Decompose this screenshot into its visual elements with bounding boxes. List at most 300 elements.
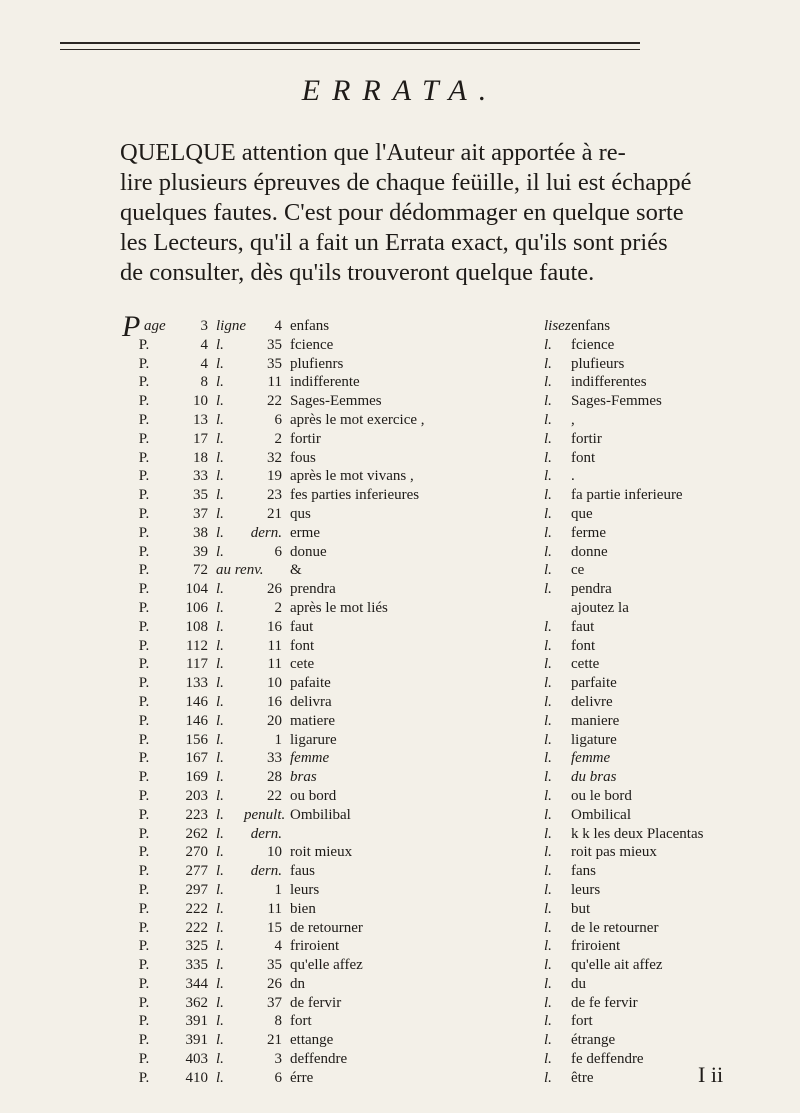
row-correction-text: Sages-Femmes (571, 393, 662, 410)
row-line-number: 21 (267, 1032, 282, 1049)
row-page-prefix: P. (138, 787, 150, 804)
row-line-label: l. (216, 712, 224, 729)
row-line-label: l. (216, 731, 224, 748)
row-read-label: l. (544, 769, 552, 786)
read-label: lisez (544, 318, 571, 334)
errata-row (126, 844, 786, 863)
row-page-number: 344 (185, 975, 208, 992)
row-page-number: 222 (185, 900, 208, 917)
row-line-number: 20 (267, 712, 282, 729)
row-line-label: l. (216, 900, 224, 917)
errata-row (126, 807, 786, 826)
errata-row (126, 957, 786, 976)
row-read-label: l. (544, 975, 552, 992)
row-line-number: 6 (274, 543, 282, 560)
row-erroneous-text: font (290, 637, 315, 654)
row-correction-text: but (571, 900, 591, 917)
row-page-number: 391 (185, 1032, 208, 1049)
row-page-number: 335 (185, 957, 208, 974)
row-line-label: l. (216, 336, 224, 353)
row-page-number: 391 (185, 1013, 208, 1030)
errata-row (126, 826, 786, 845)
errata-row (126, 544, 786, 563)
page-number: 3 (200, 318, 208, 334)
row-erroneous-text: donue (290, 543, 327, 560)
row-line-number: 22 (267, 393, 282, 410)
row-read-label: l. (544, 825, 552, 842)
row-read-label: l. (544, 562, 552, 579)
row-page-prefix: P. (138, 656, 150, 673)
errata-row (126, 356, 786, 375)
line-number: 4 (274, 318, 282, 334)
row-page-number: 277 (185, 863, 208, 880)
row-page-prefix: P. (138, 919, 150, 936)
row-read-label: l. (544, 712, 552, 729)
row-erroneous-text: indifferente (290, 374, 360, 391)
row-line-label: l. (216, 1013, 224, 1030)
row-correction-text: fans (571, 863, 596, 880)
row-erroneous-text: érre (290, 1069, 314, 1086)
row-page-prefix: P. (138, 712, 150, 729)
errata-row (126, 920, 786, 939)
row-line-label: l. (216, 393, 224, 410)
row-read-label: l. (544, 881, 552, 898)
row-page-prefix: P. (138, 806, 150, 823)
row-read-label: l. (544, 750, 552, 767)
row-line-number: 11 (267, 374, 282, 391)
row-erroneous-text: fes parties inferieures (290, 487, 420, 504)
row-page-number: 33 (193, 468, 208, 485)
row-page-prefix: P. (138, 524, 150, 541)
row-correction-text: du bras (571, 769, 617, 786)
row-read-label: l. (544, 957, 552, 974)
intro-line: les Lecteurs, qu'il a fait un Errata exact, qu'ils sont priés (120, 229, 668, 256)
signature-mark: I ii (698, 1062, 724, 1087)
row-page-number: 223 (185, 806, 208, 823)
row-page-number: 297 (185, 881, 208, 898)
row-line-number: 16 (267, 693, 282, 710)
row-page-number: 156 (185, 731, 208, 748)
row-read-label: l. (544, 618, 552, 635)
row-line-number: 1 (274, 731, 282, 748)
row-line-label: l. (216, 938, 224, 955)
row-line-label: l. (216, 411, 224, 428)
row-page-prefix: P. (138, 355, 150, 372)
errata-row (126, 694, 786, 713)
errata-row (126, 337, 786, 356)
row-correction-text: étrange (571, 1032, 616, 1049)
row-line-label: l. (216, 505, 224, 522)
row-line-number: 22 (267, 787, 282, 804)
row-correction-text: delivre (571, 693, 613, 710)
row-page-prefix: P. (138, 487, 150, 504)
row-line-label: l. (216, 919, 224, 936)
row-read-label: l. (544, 430, 552, 447)
row-line-label: l. (216, 863, 224, 880)
row-page-number: 146 (185, 712, 208, 729)
row-erroneous-text: après le mot liés (290, 599, 388, 616)
errata-row (126, 393, 786, 412)
row-correction-text: ferme (571, 524, 606, 541)
row-page-number: 17 (193, 430, 208, 447)
row-line-label: l. (216, 787, 224, 804)
row-correction-text: maniere (571, 712, 620, 729)
errata-row (126, 732, 786, 751)
row-erroneous-text: plufienrs (290, 355, 344, 372)
erroneous-text: enfans (290, 318, 330, 334)
row-correction-text: de fe fervir (571, 994, 638, 1011)
intro-line: lire plusieurs épreuves de chaque feüille, il lui est échappé (120, 169, 692, 196)
row-page-prefix: P. (138, 769, 150, 786)
row-line-label: l. (216, 430, 224, 447)
row-line-label: l. (216, 693, 224, 710)
page-initial: P (122, 310, 141, 343)
row-line-label: l. (216, 806, 224, 823)
row-erroneous-text: ou bord (290, 787, 337, 804)
row-correction-text: fe deffendre (571, 1051, 644, 1068)
row-erroneous-text: prendra (290, 581, 336, 598)
row-correction-text: font (571, 637, 596, 654)
row-line-number: 26 (267, 581, 282, 598)
errata-row (126, 525, 786, 544)
row-page-prefix: P. (138, 675, 150, 692)
row-line-label: l. (216, 750, 224, 767)
intro-line: de consulter, dès qu'ils trouveront quelque faute. (120, 259, 595, 286)
row-correction-text: ajoutez la (571, 599, 629, 616)
row-correction-text: donne (571, 543, 608, 560)
row-line-label: l. (216, 957, 224, 974)
errata-row (126, 769, 786, 788)
row-erroneous-text: fcience (290, 336, 334, 353)
row-read-label: l. (544, 656, 552, 673)
row-line-number: 6 (274, 1069, 282, 1086)
row-page-prefix: P. (138, 1069, 150, 1086)
row-page-prefix: P. (138, 599, 150, 616)
row-line-number: 28 (267, 769, 282, 786)
row-read-label: l. (544, 468, 552, 485)
errata-row (126, 600, 786, 619)
row-page-prefix: P. (138, 449, 150, 466)
errata-row (126, 487, 786, 506)
line-label: ligne (216, 318, 246, 334)
row-correction-text: roit pas mieux (571, 844, 657, 861)
row-line-number: 1 (274, 881, 282, 898)
row-page-prefix: P. (138, 374, 150, 391)
row-line-label: l. (216, 1051, 224, 1068)
intro-line: QUELQUE attention que l'Auteur ait apportée à re- (120, 139, 626, 166)
errata-row (126, 619, 786, 638)
row-read-label: l. (544, 487, 552, 504)
row-page-prefix: P. (138, 844, 150, 861)
row-line-label: l. (216, 468, 224, 485)
row-line-number: 11 (267, 656, 282, 673)
row-line-label: l. (216, 994, 224, 1011)
row-read-label: l. (544, 844, 552, 861)
page-title: ERRATA. (301, 74, 499, 107)
row-line-number: 2 (274, 599, 282, 616)
row-line-number: 15 (267, 919, 282, 936)
errata-row (126, 713, 786, 732)
errata-row (126, 901, 786, 920)
row-page-number: 146 (185, 693, 208, 710)
row-erroneous-text: matiere (290, 712, 335, 729)
row-page-prefix: P. (138, 750, 150, 767)
row-page-number: 104 (185, 581, 208, 598)
row-line-number: 35 (267, 355, 282, 372)
row-read-label: l. (544, 731, 552, 748)
row-page-prefix: P. (138, 863, 150, 880)
row-read-label: l. (544, 543, 552, 560)
row-correction-text: fcience (571, 336, 615, 353)
row-page-prefix: P. (138, 975, 150, 992)
row-line-label: l. (216, 543, 224, 560)
row-page-number: 8 (200, 374, 208, 391)
row-read-label: l. (544, 1013, 552, 1030)
row-read-label: l. (544, 505, 552, 522)
row-page-number: 169 (185, 769, 208, 786)
row-correction-text: parfaite (571, 675, 617, 692)
row-erroneous-text: fous (290, 449, 316, 466)
row-correction-text: . (571, 468, 575, 485)
row-line-label: l. (216, 1069, 224, 1086)
row-line-label: l. (216, 449, 224, 466)
row-page-prefix: P. (138, 731, 150, 748)
row-read-label: l. (544, 374, 552, 391)
row-line-number: 33 (267, 750, 282, 767)
row-correction-text: friroient (571, 938, 621, 955)
row-page-prefix: P. (138, 825, 150, 842)
errata-row (126, 1013, 786, 1032)
row-page-prefix: P. (138, 1032, 150, 1049)
errata-row (126, 863, 786, 882)
row-line-number: dern. (250, 863, 282, 880)
errata-header-row (122, 310, 786, 343)
errata-row (126, 468, 786, 487)
row-read-label: l. (544, 393, 552, 410)
errata-row (126, 431, 786, 450)
row-read-label: l. (544, 449, 552, 466)
row-page-number: 35 (193, 487, 208, 504)
errata-row (126, 506, 786, 525)
row-page-number: 167 (185, 750, 208, 767)
row-page-number: 325 (185, 938, 208, 955)
row-read-label: l. (544, 1032, 552, 1049)
errata-row (126, 1070, 786, 1089)
row-read-label: l. (544, 336, 552, 353)
row-line-number: 35 (267, 336, 282, 353)
row-page-number: 106 (185, 599, 208, 616)
row-erroneous-text: faut (290, 618, 314, 635)
row-line-number: 8 (274, 1013, 282, 1030)
errata-row (126, 1032, 786, 1051)
row-read-label: l. (544, 806, 552, 823)
row-line-label: l. (216, 1032, 224, 1049)
row-correction-text: k k les deux Placentas (571, 825, 704, 842)
top-rule (60, 42, 640, 50)
row-erroneous-text: ettange (290, 1032, 334, 1049)
row-line-number: au renv. (216, 562, 264, 579)
row-read-label: l. (544, 938, 552, 955)
row-line-label: l. (216, 599, 224, 616)
row-page-prefix: P. (138, 693, 150, 710)
row-erroneous-text: Ombilibal (290, 806, 351, 823)
row-line-label: l. (216, 637, 224, 654)
errata-row (126, 788, 786, 807)
row-erroneous-text: & (290, 562, 302, 579)
row-correction-text: , (571, 411, 575, 428)
row-erroneous-text: après le mot exercice , (290, 411, 425, 428)
errata-row (126, 562, 786, 581)
row-erroneous-text: fortir (290, 430, 321, 447)
row-read-label: l. (544, 787, 552, 804)
errata-row (126, 581, 786, 600)
row-page-prefix: P. (138, 336, 150, 353)
row-erroneous-text: bras (290, 769, 317, 786)
correct-text: enfans (571, 318, 611, 334)
row-line-label: l. (216, 355, 224, 372)
row-line-number: 11 (267, 900, 282, 917)
row-line-label: l. (216, 581, 224, 598)
row-page-number: 112 (186, 637, 208, 654)
row-line-number: 21 (267, 505, 282, 522)
row-erroneous-text: dn (290, 975, 305, 992)
row-correction-text: que (571, 505, 593, 522)
row-line-label: l. (216, 524, 224, 541)
row-page-prefix: P. (138, 900, 150, 917)
row-line-number: 10 (267, 844, 282, 861)
errata-row (126, 995, 786, 1014)
row-page-number: 108 (185, 618, 208, 635)
row-line-number: 26 (267, 975, 282, 992)
row-line-number: 32 (267, 449, 282, 466)
row-page-number: 37 (193, 505, 208, 522)
row-erroneous-text: après le mot vivans , (290, 468, 414, 485)
row-page-prefix: P. (138, 637, 150, 654)
row-erroneous-text: qu'elle affez (290, 957, 363, 974)
row-correction-text: indifferentes (571, 374, 647, 391)
errata-table (122, 310, 786, 1089)
row-read-label: l. (544, 1051, 552, 1068)
errata-row (126, 1051, 786, 1070)
row-line-number: 37 (267, 994, 282, 1011)
row-erroneous-text: delivra (290, 693, 332, 710)
row-page-number: 4 (200, 355, 208, 372)
errata-row (126, 938, 786, 957)
row-read-label: l. (544, 355, 552, 372)
row-erroneous-text: de fervir (290, 994, 342, 1011)
row-page-prefix: P. (138, 411, 150, 428)
row-erroneous-text: pafaite (290, 675, 331, 692)
row-erroneous-text: de retourner (290, 919, 363, 936)
row-read-label: l. (544, 693, 552, 710)
errata-row (126, 675, 786, 694)
row-line-label: l. (216, 618, 224, 635)
errata-rows (126, 337, 786, 1089)
row-page-number: 4 (200, 336, 208, 353)
errata-row (126, 450, 786, 469)
row-correction-text: font (571, 449, 596, 466)
row-read-label: l. (544, 919, 552, 936)
row-page-prefix: P. (138, 957, 150, 974)
row-page-prefix: P. (138, 1013, 150, 1030)
row-line-label: l. (216, 975, 224, 992)
row-page-prefix: P. (138, 430, 150, 447)
row-line-number: penult. (244, 806, 286, 823)
row-page-prefix: P. (138, 505, 150, 522)
row-correction-text: fa partie inferieure (571, 487, 683, 504)
row-erroneous-text: leurs (290, 881, 320, 898)
row-line-label: l. (216, 881, 224, 898)
row-line-number: 4 (274, 938, 282, 955)
row-erroneous-text: friroient (290, 938, 340, 955)
row-erroneous-text: bien (290, 900, 316, 917)
row-page-number: 39 (193, 543, 208, 560)
row-erroneous-text: ligarure (290, 731, 337, 748)
row-line-label: l. (216, 844, 224, 861)
row-page-number: 270 (185, 844, 208, 861)
row-correction-text: qu'elle ait affez (571, 957, 663, 974)
row-erroneous-text: deffendre (290, 1051, 348, 1068)
row-line-label: l. (216, 675, 224, 692)
row-line-number: 16 (267, 618, 282, 635)
row-line-label: l. (216, 656, 224, 673)
row-line-label: l. (216, 374, 224, 391)
row-erroneous-text: cete (290, 656, 315, 673)
row-line-number: 3 (274, 1051, 282, 1068)
row-correction-text: Ombilical (571, 806, 631, 823)
errata-row (126, 882, 786, 901)
row-page-prefix: P. (138, 393, 150, 410)
row-page-prefix: P. (138, 881, 150, 898)
row-correction-text: fortir (571, 430, 602, 447)
row-line-number: 2 (274, 430, 282, 447)
row-page-prefix: P. (138, 618, 150, 635)
row-erroneous-text: qus (290, 505, 311, 522)
row-line-number: 23 (267, 487, 282, 504)
row-erroneous-text: fort (290, 1013, 312, 1030)
row-read-label: l. (544, 900, 552, 917)
row-page-prefix: P. (138, 1051, 150, 1068)
row-line-number: dern. (250, 524, 282, 541)
row-correction-text: pendra (571, 581, 612, 598)
row-line-label: l. (216, 769, 224, 786)
row-page-number: 13 (193, 411, 208, 428)
row-line-label: l. (216, 487, 224, 504)
row-page-number: 38 (193, 524, 208, 541)
errata-row (126, 976, 786, 995)
row-page-number: 410 (185, 1069, 208, 1086)
row-erroneous-text: faus (290, 863, 315, 880)
row-erroneous-text: erme (290, 524, 320, 541)
row-read-label: l. (544, 1069, 552, 1086)
row-page-number: 403 (185, 1051, 208, 1068)
row-page-number: 18 (193, 449, 208, 466)
row-line-number: 19 (267, 468, 282, 485)
errata-row (126, 638, 786, 657)
row-line-label: l. (216, 825, 224, 842)
row-line-number: 11 (267, 637, 282, 654)
row-correction-text: ou le bord (571, 787, 632, 804)
row-correction-text: ligature (571, 731, 617, 748)
row-read-label: l. (544, 675, 552, 692)
row-correction-text: être (571, 1069, 594, 1086)
errata-row (126, 412, 786, 431)
row-correction-text: fort (571, 1013, 593, 1030)
row-erroneous-text: Sages-Eemmes (290, 393, 382, 410)
row-correction-text: faut (571, 618, 595, 635)
row-read-label: l. (544, 994, 552, 1011)
row-page-prefix: P. (138, 581, 150, 598)
